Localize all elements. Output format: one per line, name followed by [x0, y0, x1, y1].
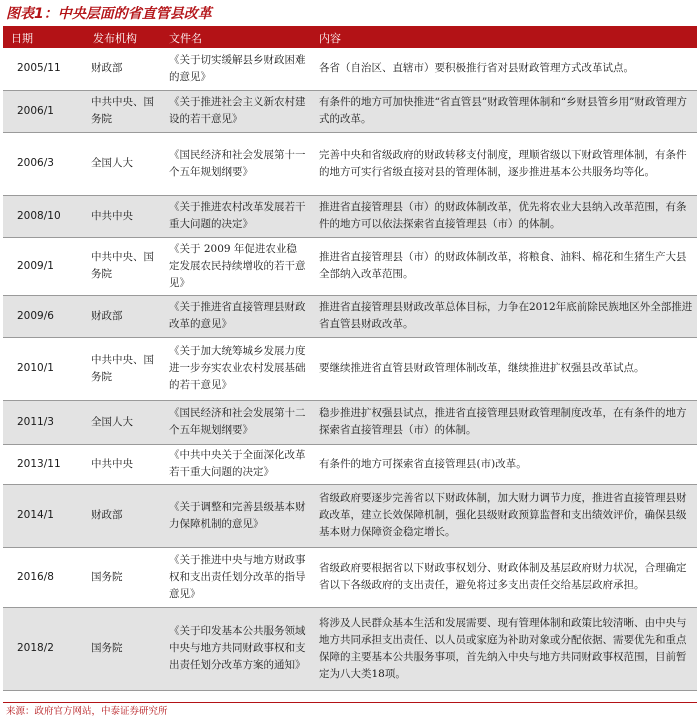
- row-date: 2005/11: [3, 48, 85, 90]
- row-date: 2006/1: [3, 90, 85, 132]
- table-row: [3, 195, 697, 237]
- row-content: 有条件的地方可加快推进“省直管县”财政管理体制和“乡财县管乡用”财政管理方式的改革。: [311, 90, 697, 132]
- row-org: 国务院: [85, 547, 161, 607]
- header-doc: 文件名: [161, 28, 311, 48]
- row-date: 2011/3: [3, 400, 85, 444]
- figure-title: 图表1：中央层面的省直管县改革: [6, 6, 212, 22]
- row-org: 国务院: [85, 607, 161, 690]
- row-content: 省级政府要根据省以下财政事权划分、财政体制及基层政府财力状况，合理确定省以下各级政府的支出责任，避免将过多支出责任交给基层政府承担。: [311, 547, 697, 607]
- table-row: [3, 607, 697, 690]
- row-content: 要继续推进省直管县财政管理体制改革，继续推进扩权强县改革试点。: [311, 337, 697, 400]
- footer-rule: [3, 702, 697, 703]
- row-content: 完善中央和省级政府的财政转移支付制度，理顺省级以下财政管理体制，有条件的地方可实行省级直接对县的管理体制，逐步推进基本公共服务均等化。: [311, 132, 697, 195]
- table-header-row: [3, 28, 697, 48]
- row-date: 2009/1: [3, 237, 85, 295]
- row-date: 2014/1: [3, 484, 85, 547]
- row-date: 2013/11: [3, 444, 85, 484]
- row-doc: 《关于加大统筹城乡发展力度进一步夯实农业农村发展基础的若干意见》: [161, 337, 311, 400]
- row-org: 全国人大: [85, 400, 161, 444]
- source-note: 来源：政府官方网站，中泰证券研究所: [6, 706, 168, 717]
- table-row: [3, 337, 697, 400]
- row-content: 稳步推进扩权强县试点，推进省直接管理县财政管理制度改革，在有条件的地方探索省直接管理县（市）的体制。: [311, 400, 697, 444]
- row-date: 2009/6: [3, 295, 85, 337]
- table-row: [3, 132, 697, 195]
- row-org: 中共中央: [85, 195, 161, 237]
- row-content: 有条件的地方可探索省直接管理县(市)改革。: [311, 444, 697, 484]
- row-doc: 《关于切实缓解县乡财政困难的意见》: [161, 48, 311, 90]
- row-doc: 《关于 2009 年促进农业稳定发展农民持续增收的若干意见》: [161, 237, 311, 295]
- row-doc: 《中共中央关于全面深化改革若干重大问题的决定》: [161, 444, 311, 484]
- row-doc: 《关于印发基本公共服务领域中央与地方共同财政事权和支出责任划分改革方案的通知》: [161, 607, 311, 690]
- table-row: [3, 547, 697, 607]
- row-doc: 《关于推进农村改革发展若干重大问题的决定》: [161, 195, 311, 237]
- row-date: 2008/10: [3, 195, 85, 237]
- row-org: 中共中央: [85, 444, 161, 484]
- row-org: 全国人大: [85, 132, 161, 195]
- row-date: 2010/1: [3, 337, 85, 400]
- row-content: 省级政府要逐步完善省以下财政体制，加大财力调节力度，推进省直接管理县财政改革，建立长效保障机制，强化县级财政预算监督和支出绩效评价，确保县级基本财力保障资金稳定增长。: [311, 484, 697, 547]
- row-org: 中共中央、国务院: [85, 237, 161, 295]
- row-org: 财政部: [85, 295, 161, 337]
- row-org: 财政部: [85, 484, 161, 547]
- table-row: [3, 484, 697, 547]
- reform-table: [3, 28, 697, 691]
- header-org: 发布机构: [85, 28, 161, 48]
- table-row: [3, 295, 697, 337]
- table-row: [3, 237, 697, 295]
- table-row: [3, 400, 697, 444]
- table-row: [3, 444, 697, 484]
- row-doc: 《国民经济和社会发展第十一个五年规划纲要》: [161, 132, 311, 195]
- row-org: 中共中央、国务院: [85, 337, 161, 400]
- row-doc: 《关于推进中央与地方财政事权和支出责任划分改革的指导意见》: [161, 547, 311, 607]
- row-content: 各省（自治区、直辖市）要积极推行省对县财政管理方式改革试点。: [311, 48, 697, 90]
- row-doc: 《关于调整和完善县级基本财力保障机制的意见》: [161, 484, 311, 547]
- row-date: 2018/2: [3, 607, 85, 690]
- row-doc: 《关于推进社会主义新农村建设的若干意见》: [161, 90, 311, 132]
- row-doc: 《国民经济和社会发展第十二个五年规划纲要》: [161, 400, 311, 444]
- row-content: 推进省直接管理县财政改革总体目标，力争在2012年底前除民族地区外全部推进省直管县财政改革。: [311, 295, 697, 337]
- row-doc: 《关于推进省直接管理县财政改革的意见》: [161, 295, 311, 337]
- header-date: 日期: [3, 28, 85, 48]
- table-row: [3, 48, 697, 90]
- row-date: 2006/3: [3, 132, 85, 195]
- row-content: 将涉及人民群众基本生活和发展需要、现有管理体制和政策比较清晰、由中央与地方共同承担支出责任、以人员或家庭为补助对象或分配依据、需要优先和重点保障的主要基本公共服务事项，首先纳入中央与地方共同财政事权范围，目前暂定为八大类18项。: [311, 607, 697, 690]
- row-org: 中共中央、国务院: [85, 90, 161, 132]
- row-date: 2016/8: [3, 547, 85, 607]
- row-content: 推进省直接管理县（市）的财政体制改革，优先将农业大县纳入改革范围，有条件的地方可以依法探索省直接管理县（市）的体制。: [311, 195, 697, 237]
- row-content: 推进省直接管理县（市）的财政体制改革，将粮食、油料、棉花和生猪生产大县全部纳入改革范围。: [311, 237, 697, 295]
- row-org: 财政部: [85, 48, 161, 90]
- table-row: [3, 90, 697, 132]
- header-content: 内容: [311, 28, 697, 48]
